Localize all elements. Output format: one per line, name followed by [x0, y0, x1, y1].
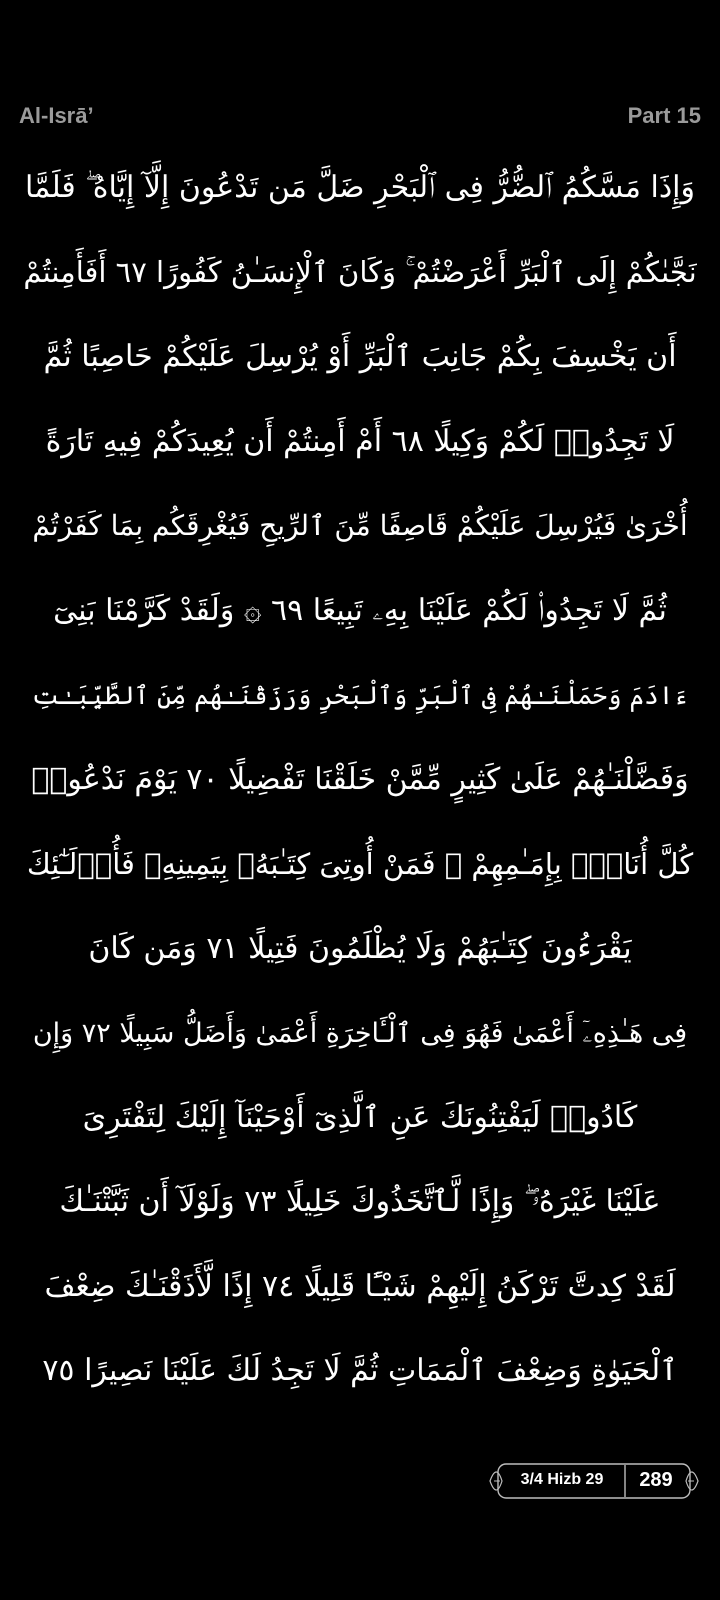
- verse-line: يَقْرَءُونَ كِتَـٰبَهُمْ وَلَا يُظْلَمُونَ فَتِيلًا ٧١ وَمَن كَانَ: [88, 930, 632, 966]
- page-number: 289: [639, 1468, 673, 1491]
- verse-line: أُخْرَىٰ فَيُرْسِلَ عَلَيْكُمْ قَاصِفًا مِّنَ ٱلرِّيحِ فَيُغْرِقَكُم بِمَا كَفَرْتُمْ: [32, 509, 688, 543]
- verse-line: ءَادَمَ وَحَمَلْنَـٰهُمْ فِى ٱلْبَرِّ وَٱلْبَحْرِ وَرَزَقْنَـٰهُم مِّنَ ٱلطَّيِّبَـٰتِ: [31, 680, 689, 710]
- page-header: [19, 98, 701, 134]
- verse-line: نَجَّىٰكُمْ إِلَى ٱلْبَرِّ أَعْرَضْتُمْ ۚ وَكَانَ ٱلْإِنسَـٰنُ كَفُورًا ٦٧ أَفَأَمِنتُمْ: [23, 255, 697, 290]
- surah-name: Al-Isrā’: [19, 103, 94, 128]
- verse-line: كَادُوا۟ لَيَفْتِنُونَكَ عَنِ ٱلَّذِىٓ أَوْحَيْنَآ إِلَيْكَ لِتَفْتَرِىَ: [82, 1099, 638, 1135]
- quran-page-text: [22, 146, 698, 1414]
- verse-line: لَقَدْ كِدتَّ تَرْكَنُ إِلَيْهِمْ شَيْـًٔا قَلِيلًا ٧٤ إِذًا لَّأَذَقْنَـٰكَ ضِعْفَ: [44, 1268, 676, 1304]
- part-label: Part 15: [627, 103, 701, 128]
- verse-line: عَلَيْنَا غَيْرَهُۥ ۖ وَإِذًا لَّٱتَّخَذُوكَ خَلِيلًا ٧٣ وَلَوْلَآ أَن ثَبَّتْنَـٰكَ: [59, 1184, 661, 1220]
- verse-line: أَن يَخْسِفَ بِكُمْ جَانِبَ ٱلْبَرِّ أَوْ يُرْسِلَ عَلَيْكُمْ حَاصِبًا ثُمَّ: [43, 339, 677, 375]
- verse-line: وَإِذَا مَسَّكُمُ ٱلضُّرُّ فِى ٱلْبَحْرِ ضَلَّ مَن تَدْعُونَ إِلَّآ إِيَّاهُ ۖ فَلَمَّا: [24, 170, 696, 206]
- verse-line: ٱلْحَيَوٰةِ وَضِعْفَ ٱلْمَمَاتِ ثُمَّ لَا تَجِدُ لَكَ عَلَيْنَا نَصِيرًا ٧٥: [42, 1353, 678, 1389]
- verse-line: ثُمَّ لَا تَجِدُوا۟ لَكُمْ عَلَيْنَا بِهِۦ تَبِيعًا ٦٩ ۞ وَلَقَدْ كَرَّمْنَا بَنِىٓ: [53, 592, 667, 628]
- page-footer: [0, 1462, 720, 1502]
- verse-line: كُلَّ أُنَاسٍۭ بِإِمَـٰمِهِمْ ۖ فَمَنْ أُوتِىَ كِتَـٰبَهُۥ بِيَمِينِهِۦ فَأُو۟لَـٰٓئِكَ: [26, 846, 694, 881]
- verse-line: فِى هَـٰذِهِۦٓ أَعْمَىٰ فَهُوَ فِى ٱلْـَٔاخِرَةِ أَعْمَىٰ وَأَضَلُّ سَبِيلًا ٧٢ وَإِن: [32, 1017, 688, 1049]
- verse-line: وَفَضَّلْنَـٰهُمْ عَلَىٰ كَثِيرٍ مِّمَّنْ خَلَقْنَا تَفْضِيلًا ٧٠ يَوْمَ نَدْعُوا۟: [31, 761, 689, 797]
- verse-line: لَا تَجِدُوا۟ لَكُمْ وَكِيلًا ٦٨ أَمْ أَمِنتُمْ أَن يُعِيدَكُمْ فِيهِ تَارَةً: [45, 423, 675, 459]
- hizb-indicator: 3/4 Hizb 29: [520, 1471, 604, 1488]
